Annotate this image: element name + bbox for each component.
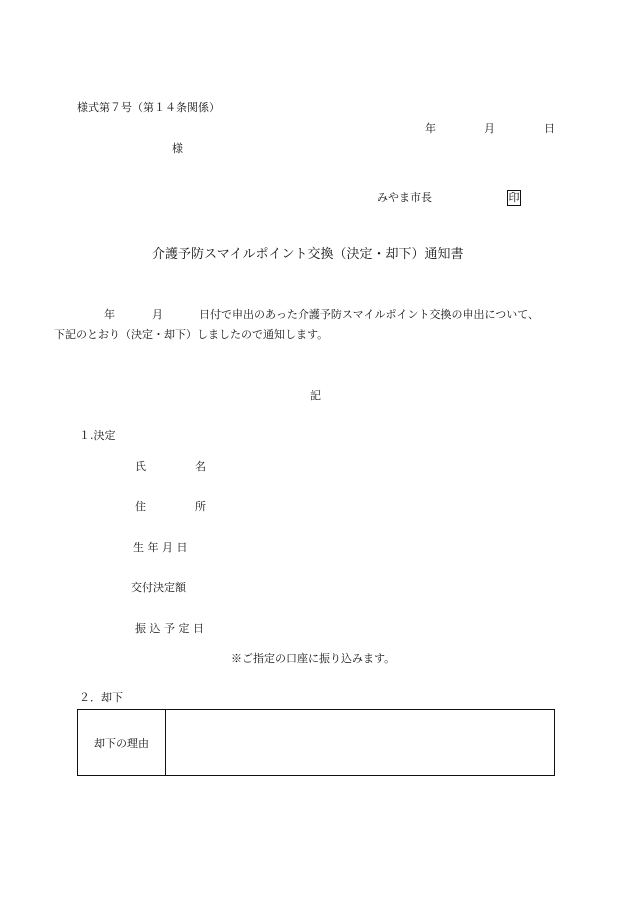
form-label: 様式第７号（第１４条関係） [77,101,220,114]
field-address-label-1: 住 [135,500,146,513]
date-year-label: 年 [425,122,436,135]
issuer-name: みやま市長 [377,191,432,204]
addressee-suffix: 様 [172,142,183,155]
field-amount-label: 交付決定額 [131,581,186,594]
rejection-reason-label: 却下の理由 [78,710,166,775]
field-name-label-2: 名 [195,460,206,473]
date-month-label: 月 [484,122,495,135]
body-year-label: 年 [104,308,115,321]
body-line1: 日付で申出のあった介護予防スマイルポイント交換の申出について、 [199,308,540,321]
transfer-note: ※ご指定の口座に振り込みます。 [231,652,396,665]
body-month-label: 月 [152,308,163,321]
field-address-label-2: 所 [195,500,206,513]
field-birthdate-label: 生 年 月 日 [133,541,188,554]
field-name-label-1: 氏 [135,460,146,473]
field-transfer-date-label: 振 込 予 定 日 [135,622,204,635]
ki-mark: 記 [310,389,321,402]
rejection-reason-value [166,710,554,775]
rejection-table [77,709,555,776]
seal-mark: 印 [508,191,520,204]
section-decision-heading: １.決定 [79,429,116,442]
body-line2: 下記のとおり（決定・却下）しましたので通知します。 [54,328,329,341]
date-day-label: 日 [544,122,555,135]
document-title: 介護予防スマイルポイント交換（決定・却下）通知書 [152,247,464,262]
section-rejection-heading: ２．却下 [79,691,123,704]
